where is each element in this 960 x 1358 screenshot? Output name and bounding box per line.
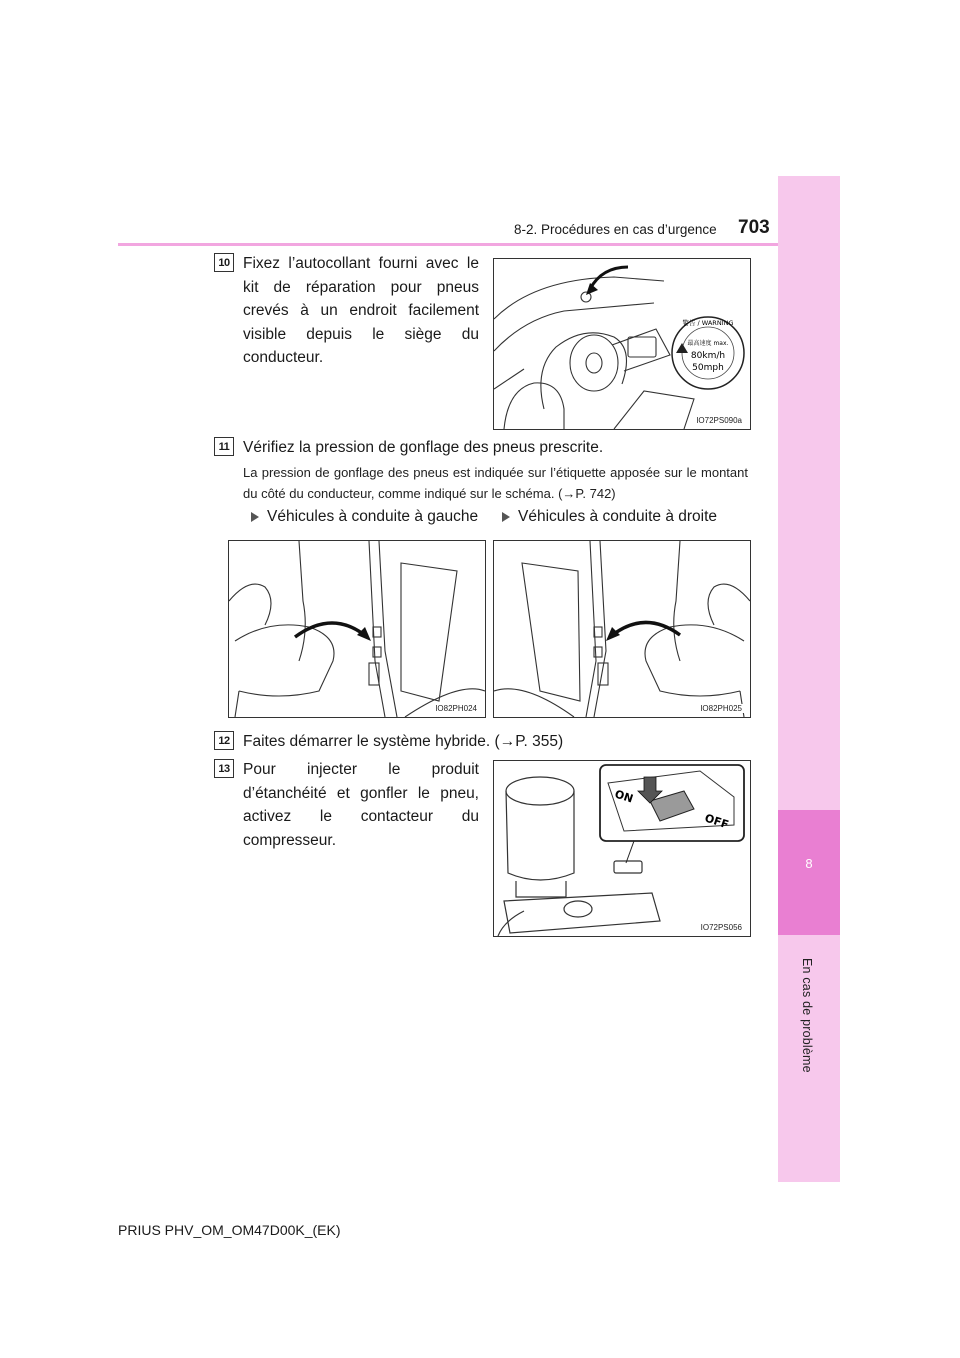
caption-text: Véhicules à conduite à gauche <box>267 508 479 525</box>
chapter-number: 8 <box>805 856 813 871</box>
caption-bullet-icon <box>251 512 259 522</box>
switch-on-label: ON <box>613 787 635 806</box>
sticker-max-label: 最高速度 max. <box>687 340 729 347</box>
sticker-speed-mph: 50mph <box>692 363 724 373</box>
figure-code: IO82PH025 <box>700 704 742 713</box>
side-tab-top <box>778 176 840 810</box>
step-13-text: Pour injecter le produit d’étanchéité et gonfler le pneu, activez le contacteur du compresseur. <box>243 761 479 849</box>
caption-text: Véhicules à conduite à droite <box>518 508 718 525</box>
step-11-note: La pression de gonflage des pneus est indiquée sur l’étiquette apposée sur le montant du côté du conducteur, comme indiqué sur le schéma. (→P. 742) <box>243 465 748 501</box>
dashboard-illustration <box>494 259 750 429</box>
sticker-placement-figure <box>493 258 751 430</box>
figure-code: IO82PH024 <box>435 704 477 713</box>
side-tab-chapter-block <box>778 810 840 935</box>
door-pillar-illustration <box>494 541 750 717</box>
page-number: 703 <box>738 217 770 238</box>
switch-closeup <box>600 765 744 841</box>
footer-manual-code: PRIUS PHV_OM_OM47D00K_(EK) <box>118 1222 341 1238</box>
step-number-12: 12 <box>214 731 234 750</box>
caption-right-hand-drive <box>502 508 717 526</box>
sticker-warning-label: 警告 / WARNING <box>682 319 734 327</box>
step-11-text: Vérifiez la pression de gonflage des pneus prescrite. <box>243 439 604 456</box>
header-rule <box>118 243 778 246</box>
figure-code: IO72PS090a <box>696 416 742 425</box>
step-10-text: Fixez l’autocollant fourni avec le kit de réparation pour pneus crevés à un endroit facilement visible depuis le siège du conducteur. <box>243 255 479 366</box>
caption-bullet-icon <box>502 512 510 522</box>
step-number-13: 13 <box>214 759 234 778</box>
switch-off-label: OFF <box>703 811 731 832</box>
door-pillar-illustration <box>229 541 485 717</box>
compressor-switch-figure <box>493 760 751 937</box>
section-title: 8-2. Procédures en cas d’urgence <box>514 222 717 237</box>
step-number-10: 10 <box>214 253 234 272</box>
step-number-11: 11 <box>214 437 234 456</box>
chapter-title: En cas de problème <box>800 958 814 1073</box>
figure-code: IO72PS056 <box>700 923 742 932</box>
door-pillar-figure-lhd <box>228 540 486 718</box>
compressor-illustration <box>494 761 750 936</box>
step-12-text: Faites démarrer le système hybride. (→P. 355) <box>243 733 564 750</box>
caption-left-hand-drive <box>251 508 478 526</box>
warning-sticker <box>672 317 744 389</box>
door-pillar-figure-rhd <box>493 540 751 718</box>
sticker-speed-kmh: 80km/h <box>690 351 726 361</box>
